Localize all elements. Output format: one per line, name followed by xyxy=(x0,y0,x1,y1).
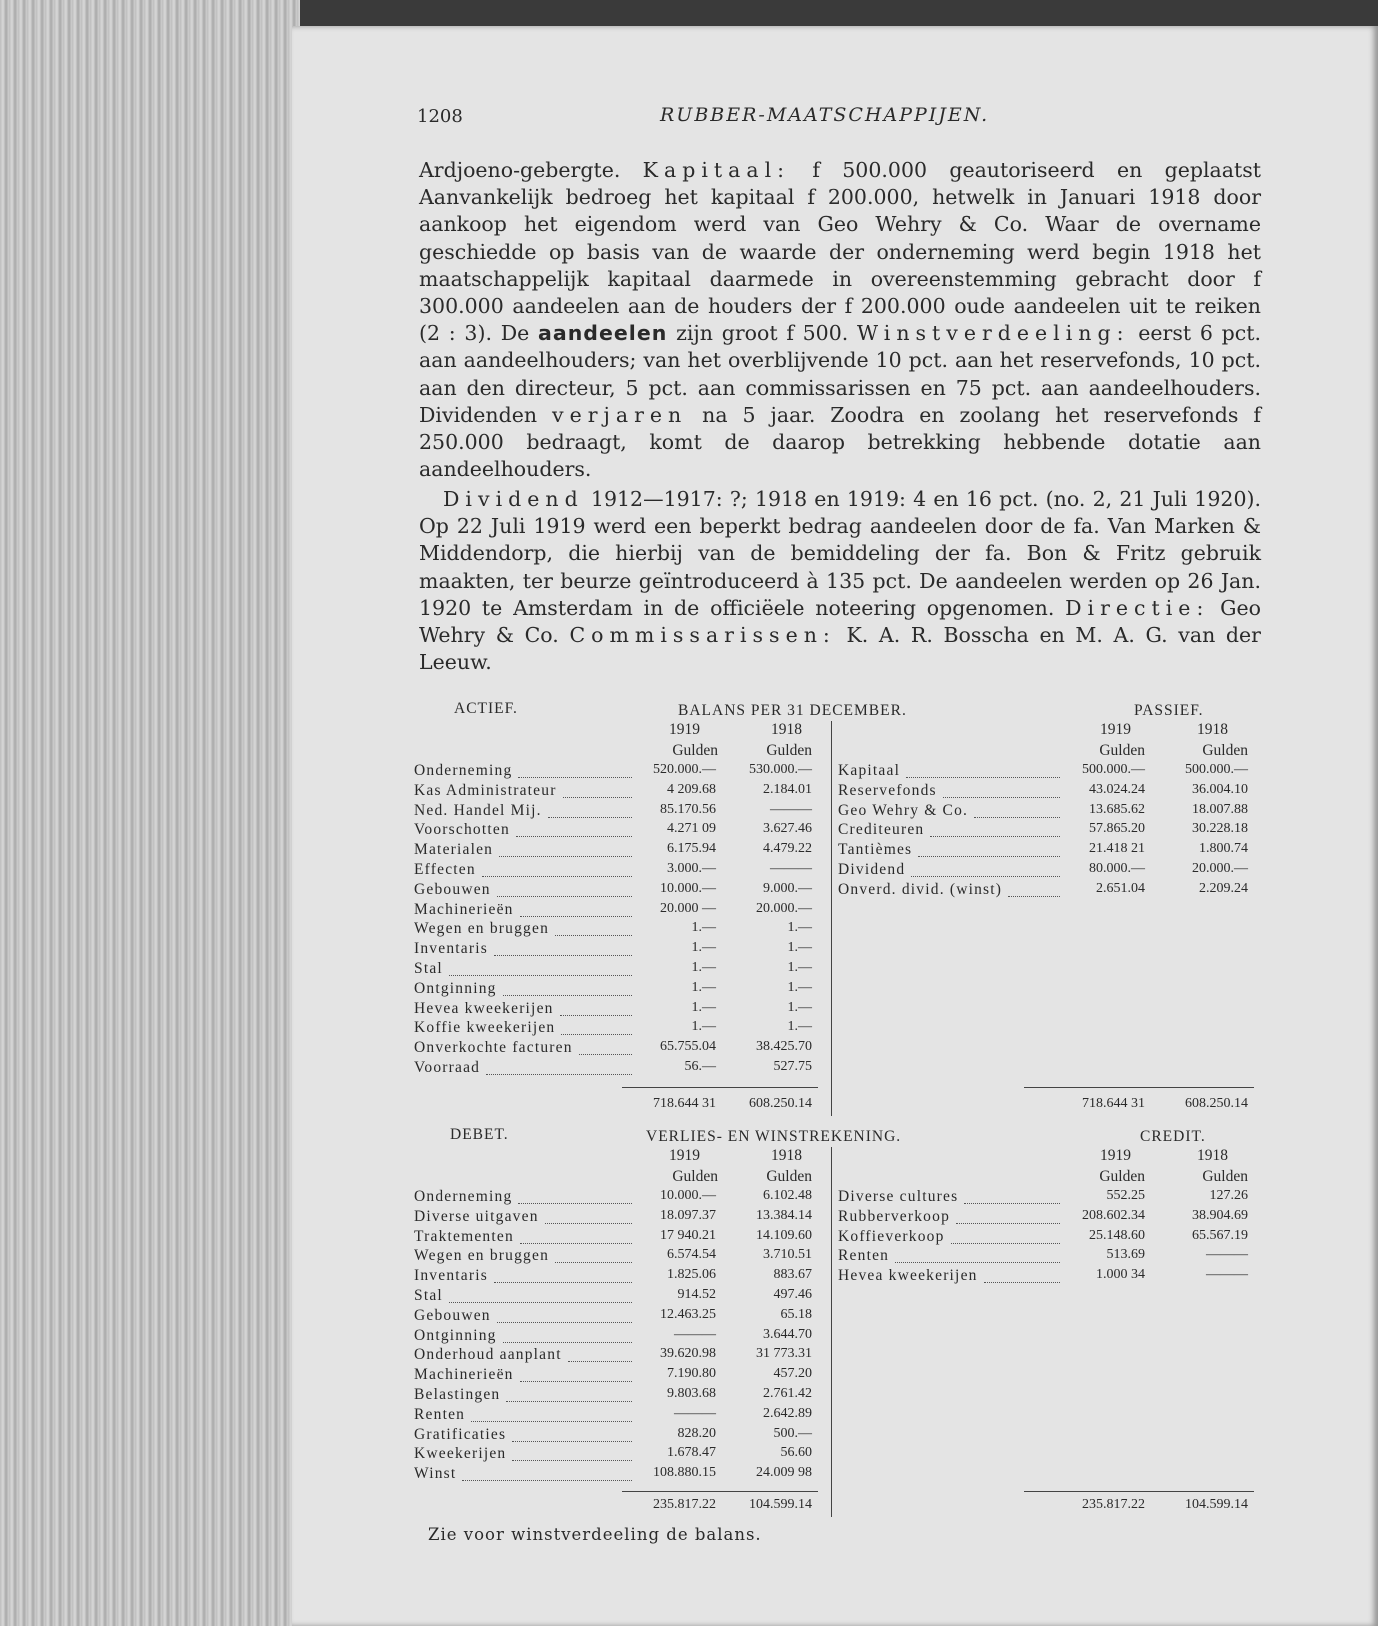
credit-value-1918: 38.904.69 xyxy=(1192,1207,1248,1223)
actief-row-label: Gebouwen xyxy=(414,880,491,898)
page-number: 1208 xyxy=(417,106,463,127)
debet-value-1919: 1.678.47 xyxy=(667,1445,716,1461)
total-rule xyxy=(622,1087,818,1088)
actief-value-1919: 520.000.— xyxy=(653,762,716,777)
leader-dots xyxy=(906,777,1060,778)
passief-row-label: Geo Wehry & Co. xyxy=(838,801,969,819)
column-separator xyxy=(831,721,832,1116)
right-header: PASSIEF. xyxy=(1134,702,1204,719)
leader-dots xyxy=(911,876,1060,877)
kapitaal-label: Kapitaal: xyxy=(642,158,791,182)
left-header: DEBET. xyxy=(450,1126,509,1143)
passief-row-label: Dividend xyxy=(838,861,906,878)
actief-row-label: Hevea kweekerijen xyxy=(414,999,554,1017)
passief-value-1919: 500.000.— xyxy=(1082,762,1145,777)
passief-value-1919: 21.418 21 xyxy=(1089,841,1145,857)
debet-value-1919: ——— xyxy=(674,1405,716,1421)
column-separator xyxy=(831,1147,832,1517)
passief-value-1918: 20.000.— xyxy=(1192,861,1248,876)
actief-row-label: Koffie kweekerijen xyxy=(414,1019,556,1037)
company-description-paragraph xyxy=(419,157,1261,483)
credit-value-1919: 1.000 34 xyxy=(1096,1267,1145,1283)
actief-value-1919: 6.175.94 xyxy=(667,841,716,857)
actief-row-label: Inventaris xyxy=(414,940,488,958)
actief-value-1919: 1.— xyxy=(691,960,716,975)
credit-row-label: Diverse cultures xyxy=(838,1188,959,1205)
actief-row-label: Onderneming xyxy=(414,762,513,779)
right-header: CREDIT. xyxy=(1140,1128,1206,1145)
credit-value-1919: 25.148.60 xyxy=(1089,1227,1145,1243)
debet-row-label: Renten xyxy=(414,1405,466,1423)
credit-value-1918: ——— xyxy=(1206,1267,1248,1283)
actief-row-label: Stal xyxy=(414,960,443,977)
passief-row-label: Crediteuren xyxy=(838,821,925,839)
verjaren-label: verjaren xyxy=(551,402,688,427)
winstverdeeling-label: Winstverdeeling: xyxy=(857,321,1130,346)
running-title: RUBBER-MAATSCHAPPIJEN. xyxy=(660,104,990,126)
credit-row-label: Hevea kweekerijen xyxy=(838,1267,978,1285)
actief-row-label: Kas Administrateur xyxy=(414,781,557,799)
total-left-1919: 718.644 31 xyxy=(653,1096,716,1111)
actief-value-1919: 1.— xyxy=(691,1019,716,1035)
actief-value-1919: 1.— xyxy=(691,940,716,956)
passief-value-1919: 43.024.24 xyxy=(1089,781,1145,797)
debet-value-1918: 500.— xyxy=(773,1425,812,1441)
actief-row-label: Ned. Handel Mij. xyxy=(414,801,542,819)
debet-value-1919: 39.620.98 xyxy=(660,1346,716,1362)
leader-dots xyxy=(895,1262,1060,1263)
actief-value-1918: 1.— xyxy=(787,960,812,975)
passief-value-1918: 36.004.10 xyxy=(1192,781,1248,797)
unit-label: Gulden xyxy=(672,1168,718,1185)
actief-row-label: Machinerieën xyxy=(414,900,514,918)
text-fragment: Ardjoeno-gebergte. xyxy=(419,158,621,182)
year-1919: 1919 xyxy=(1100,1147,1131,1164)
year-1919: 1919 xyxy=(669,721,700,738)
commissarissen-label: Commissarissen: xyxy=(569,623,836,648)
actief-row-label: Materialen xyxy=(414,841,494,859)
debet-value-1918: 2.761.42 xyxy=(763,1386,812,1401)
actief-value-1918: 1.— xyxy=(787,979,812,995)
debet-row-label: Onderhoud aanplant xyxy=(414,1346,562,1364)
debet-value-1919: 914.52 xyxy=(677,1287,716,1302)
credit-value-1919: 208.602.34 xyxy=(1082,1207,1145,1223)
book-page-edges xyxy=(0,0,300,1626)
actief-value-1918: 9.000.— xyxy=(763,880,812,896)
total-right-1919: 235.817.22 xyxy=(1082,1497,1145,1512)
actief-value-1918: 4.479.22 xyxy=(763,841,812,857)
dividend-label: Dividend xyxy=(443,487,584,511)
debet-value-1918: 13.384.14 xyxy=(756,1207,812,1223)
debet-value-1919: 10.000.— xyxy=(660,1188,716,1203)
debet-row-label: Inventaris xyxy=(414,1267,488,1285)
passief-value-1919: 80.000.— xyxy=(1089,861,1145,876)
passief-row-label: Onverd. divid. (winst) xyxy=(838,880,1003,898)
unit-label: Gulden xyxy=(766,742,812,759)
debet-value-1918: 6.102.48 xyxy=(763,1188,812,1203)
left-header: ACTIEF. xyxy=(454,700,518,717)
passief-row-label: Reservefonds xyxy=(838,781,937,799)
actief-value-1919: 56.— xyxy=(684,1059,716,1074)
directie-label: Directie: xyxy=(1065,595,1210,620)
footnote: Zie voor winstverdeeling de balans. xyxy=(428,1525,762,1544)
total-rule xyxy=(622,1491,818,1492)
debet-value-1918: 883.67 xyxy=(773,1267,812,1283)
passief-value-1919: 2.651.04 xyxy=(1096,880,1145,896)
unit-label: Gulden xyxy=(766,1168,812,1185)
passief-row-label: Tantièmes xyxy=(838,841,913,859)
debet-row-label: Diverse uitgaven xyxy=(414,1207,539,1225)
leader-dots xyxy=(918,856,1060,857)
unit-label: Gulden xyxy=(1099,742,1145,759)
debet-row-label: Stal xyxy=(414,1287,443,1304)
unit-label: Gulden xyxy=(1202,1168,1248,1185)
credit-row-label: Renten xyxy=(838,1247,890,1265)
total-left-1918: 104.599.14 xyxy=(749,1497,812,1512)
actief-value-1918: 20.000.— xyxy=(756,900,812,916)
passief-value-1918: 18.007.88 xyxy=(1192,801,1248,817)
debet-value-1919: 9.803.68 xyxy=(667,1386,716,1401)
unit-label: Gulden xyxy=(672,742,718,759)
credit-value-1919: 552.25 xyxy=(1106,1188,1145,1203)
actief-value-1919: 10.000.— xyxy=(660,880,716,896)
unit-label: Gulden xyxy=(1202,742,1248,759)
actief-value-1919: 85.170.56 xyxy=(660,801,716,817)
actief-row-label: Wegen en bruggen xyxy=(414,920,550,938)
actief-value-1918: 38.425.70 xyxy=(756,1039,812,1055)
actief-row-label: Onverkochte facturen xyxy=(414,1039,573,1057)
debet-row-label: Onderneming xyxy=(414,1188,513,1205)
debet-value-1918: 14.109.60 xyxy=(756,1227,812,1243)
text-fragment: Geo Wehry & Co. xyxy=(419,595,1261,648)
table-title: VERLIES- EN WINSTREKENING. xyxy=(646,1128,902,1145)
actief-value-1918: 1.— xyxy=(787,920,812,936)
actief-value-1918: 3.627.46 xyxy=(763,821,812,837)
text-fragment: 1912—1917: ?; 1918 en 1919: 4 en 16 pct. (no. 2, 21 Juli 1920). Op 22 Juli 1919 werd een beperkt bedrag aandeelen door de fa. Van Marken & Middendorp, die hierbij van de bemiddeling der fa. Bon & Fritz gebruik maakten, ter beurze geïntroduceerd à 135 pct. De aandeelen werden op 26 Jan. 1920 te Amsterdam in de officiëele noteering opgenomen. xyxy=(419,487,1261,620)
actief-value-1919: 1.— xyxy=(691,979,716,995)
text-fragment: na 5 jaar. Zoodra en zoolang het reservefonds f 250.000 bedraagt, komt de daarop betrekking hebbende dotatie aan aandeelhouders. xyxy=(419,402,1261,482)
actief-value-1918: ——— xyxy=(770,801,812,817)
passief-value-1918: 1.800.74 xyxy=(1199,841,1248,857)
total-rule xyxy=(1024,1491,1254,1492)
actief-value-1918: 1.— xyxy=(787,1019,812,1035)
debet-value-1918: 457.20 xyxy=(773,1366,812,1382)
debet-value-1919: 12.463.25 xyxy=(660,1306,716,1322)
dividend-paragraph xyxy=(419,486,1261,676)
debet-value-1918: 3.644.70 xyxy=(763,1326,812,1342)
debet-value-1918: 65.18 xyxy=(780,1306,812,1322)
passief-value-1919: 13.685.62 xyxy=(1089,801,1145,817)
text-fragment: eerst 6 pct. aan aandeelhouders; van het overblijvende 10 pct. aan het reservefonds, 10 pct. aan den directeur, 5 pct. aan commissarissen en 75 pct. aan aandeelhouders. Dividenden xyxy=(419,321,1261,427)
total-right-1919: 718.644 31 xyxy=(1082,1096,1145,1111)
debet-row-label: Winst xyxy=(414,1465,457,1483)
debet-row-label: Ontginning xyxy=(414,1326,497,1344)
debet-value-1918: 31 773.31 xyxy=(756,1346,812,1362)
credit-value-1919: 513.69 xyxy=(1106,1247,1145,1263)
debet-value-1918: 3.710.51 xyxy=(763,1247,812,1263)
actief-value-1918: 527.75 xyxy=(773,1059,812,1074)
debet-value-1919: 18.097.37 xyxy=(660,1207,716,1223)
aandeelen-label: aandeelen xyxy=(538,321,668,346)
debet-row-label: Belastingen xyxy=(414,1386,501,1403)
debet-value-1919: ——— xyxy=(674,1326,716,1342)
actief-value-1919: 1.— xyxy=(691,920,716,936)
debet-value-1918: 56.60 xyxy=(780,1445,812,1461)
credit-value-1918: 65.567.19 xyxy=(1192,1227,1248,1243)
actief-value-1918: 530.000.— xyxy=(749,762,812,777)
debet-value-1918: 497.46 xyxy=(773,1287,812,1302)
actief-row-label: Effecten xyxy=(414,861,476,878)
year-1919: 1919 xyxy=(669,1147,700,1164)
debet-value-1919: 6.574.54 xyxy=(667,1247,716,1263)
total-left-1919: 235.817.22 xyxy=(653,1497,716,1512)
debet-row-label: Wegen en bruggen xyxy=(414,1247,550,1265)
passief-value-1918: 2.209.24 xyxy=(1199,880,1248,896)
actief-value-1919: 20.000 — xyxy=(660,900,716,916)
total-rule xyxy=(1024,1087,1254,1088)
debet-value-1919: 17 940.21 xyxy=(660,1227,716,1243)
year-1918: 1918 xyxy=(771,721,802,738)
actief-value-1918: 1.— xyxy=(787,940,812,956)
year-1918: 1918 xyxy=(1197,1147,1228,1164)
year-1918: 1918 xyxy=(1197,721,1228,738)
actief-row-label: Voorschotten xyxy=(414,821,510,839)
passief-value-1918: 30.228.18 xyxy=(1192,821,1248,837)
debet-row-label: Gebouwen xyxy=(414,1306,491,1324)
debet-value-1919: 828.20 xyxy=(677,1425,716,1441)
credit-row-label: Rubberverkoop xyxy=(838,1207,951,1225)
text-fragment: f 500.000 geautoriseerd en geplaatst Aanvankelijk bedroeg het kapitaal f 200.000, hetwelk in Januari 1918 door aankoop het eigendom werd van Geo Wehry & Co. Waar de overname geschiedde op basis van de waarde der onderneming werd begin 1918 het maatschappelijk kapitaal daarmede in overeenstemming gebracht door f 300.000 aandeelen aan de houders der f 200.000 oude aandeelen uit te reiken (2 : 3). De xyxy=(419,158,1261,346)
debet-row-label: Gratificaties xyxy=(414,1425,507,1443)
actief-value-1919: 65.755.04 xyxy=(660,1039,716,1055)
table-title: BALANS PER 31 DECEMBER. xyxy=(678,702,907,719)
passief-row-label: Kapitaal xyxy=(838,762,901,779)
actief-row-label: Ontginning xyxy=(414,979,497,997)
debet-value-1919: 7.190.80 xyxy=(667,1366,716,1382)
debet-value-1918: 2.642.89 xyxy=(763,1405,812,1421)
text-fragment: K. A. R. Bosscha en M. A. G. van der Leeuw. xyxy=(419,623,1261,675)
debet-row-label: Kweekerijen xyxy=(414,1445,507,1463)
actief-value-1919: 3.000.— xyxy=(667,861,716,876)
unit-label: Gulden xyxy=(1099,1168,1145,1185)
actief-value-1918: ——— xyxy=(770,861,812,876)
total-right-1918: 608.250.14 xyxy=(1185,1096,1248,1111)
text-fragment: zijn groot f 500. xyxy=(676,321,849,346)
credit-value-1918: 127.26 xyxy=(1209,1188,1248,1203)
total-right-1918: 104.599.14 xyxy=(1185,1497,1248,1512)
passief-value-1918: 500.000.— xyxy=(1185,762,1248,777)
debet-value-1919: 108.880.15 xyxy=(653,1465,716,1481)
year-1919: 1919 xyxy=(1100,721,1131,738)
passief-value-1919: 57.865.20 xyxy=(1089,821,1145,837)
credit-row-label: Koffieverkoop xyxy=(838,1227,945,1245)
actief-value-1918: 2.184.01 xyxy=(763,781,812,797)
debet-value-1919: 1.825.06 xyxy=(667,1267,716,1283)
year-1918: 1918 xyxy=(771,1147,802,1164)
actief-value-1919: 1.— xyxy=(691,999,716,1015)
actief-value-1919: 4 209.68 xyxy=(667,781,716,797)
debet-value-1918: 24.009 98 xyxy=(756,1465,812,1481)
actief-value-1918: 1.— xyxy=(787,999,812,1015)
debet-row-label: Machinerieën xyxy=(414,1366,514,1384)
actief-row-label: Voorraad xyxy=(414,1059,481,1076)
debet-row-label: Traktementen xyxy=(414,1227,514,1245)
total-left-1918: 608.250.14 xyxy=(749,1096,812,1111)
credit-value-1918: ——— xyxy=(1206,1247,1248,1263)
actief-value-1919: 4.271 09 xyxy=(667,821,716,837)
